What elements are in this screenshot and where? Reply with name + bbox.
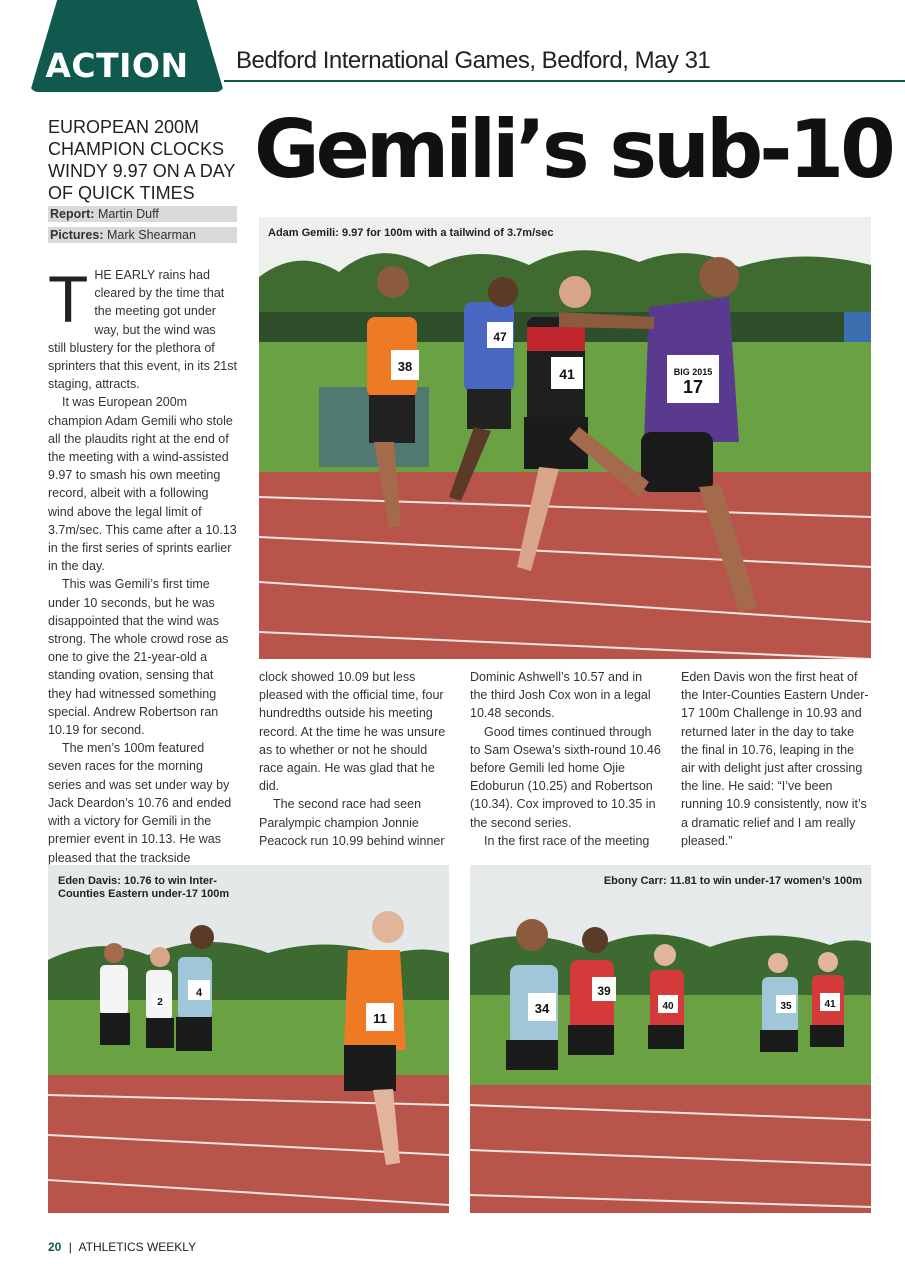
report-label: Report:: [50, 207, 95, 221]
paragraph-7: Dominic Ashwell’s 10.57 and in the third Josh Cox won in a legal 10.48 seconds.: [470, 670, 651, 721]
paragraph-3: This was Gemili’s first time under 10 seconds, but he was disappointed that the wind was strong. The whole crowd rose as one to give the 21-year-old a standing ovation, sensing that they had witnessed something special. Andrew Robertson ran 10.19 for second.: [48, 577, 229, 738]
left-photo: [48, 865, 449, 1213]
right-bib-41: 41: [824, 999, 836, 1010]
dropcap: T: [48, 262, 89, 336]
page-number: 20: [48, 1240, 62, 1254]
pictures-label: Pictures:: [50, 228, 104, 242]
right-photo-image: [470, 865, 871, 1213]
article-column-4: [681, 668, 871, 850]
section-label: ACTION: [45, 46, 189, 85]
main-photo: [259, 217, 871, 659]
right-bib-40: 40: [662, 1001, 674, 1012]
headline: Gemili’s sub-10: [254, 103, 892, 196]
bib-38: 38: [397, 359, 413, 374]
right-photo-caption: Ebony Carr: 11.81 to win under-17 women’s 100m: [603, 875, 862, 887]
paragraph-6: The second race had seen Paralympic champion Jonnie Peacock run 10.99 behind winner: [259, 797, 445, 848]
right-bib-34: 34: [534, 1001, 550, 1016]
left-bib-2: 2: [157, 997, 163, 1008]
paragraph-2: It was European 200m champion Adam Gemili who stole all the plaudits right at the end of the meeting with a wind-assisted 9.97 to smash his own meeting record, albeit with a following wind above the legal limit of 3.7m/sec. This came after a 10.13 in the first series of sprints earlier in the day.: [48, 395, 237, 574]
report-name: Martin Duff: [97, 207, 159, 221]
article-column-2: [259, 668, 451, 850]
left-photo-caption: Eden Davis: 10.76 to win Inter-Counties Eastern under-17 100m: [58, 875, 230, 900]
pictures-name: Mark Shearman: [106, 228, 196, 242]
bib-47: 47: [493, 330, 507, 344]
right-bib-35: 35: [780, 1001, 792, 1012]
folio-separator: |: [68, 1240, 72, 1254]
article-column-1: [48, 262, 237, 867]
paragraph-4: The men’s 100m featured seven races for the morning series and was set under way by Jack Deardon’s 10.76 and ended with a victory for Gemili in the premier event in 10.13. He was pleased that the trackside: [48, 741, 232, 865]
paragraph-5: clock showed 10.09 but less pleased with the official time, four hundredths outside his meeting record. At the time he was unsure as to whether or not he should race again. He was glad that he did.: [259, 670, 446, 794]
paragraph-9: In the first race of the meeting: [484, 833, 650, 848]
right-bib-39: 39: [597, 984, 611, 998]
page-folio: [48, 1240, 196, 1254]
pictures-credit: [48, 227, 237, 243]
report-credit: [48, 206, 237, 222]
bib-17-header: BIG 2015: [673, 367, 713, 377]
left-photo-image: [48, 865, 449, 1213]
right-photo: [470, 865, 871, 1213]
left-bib-11: 11: [373, 1011, 387, 1026]
paragraph-1: HE EARLY rains had cleared by the time that the meeting got under way, but the wind was still blustery for the plethora of sprinters that this event, in its 21st staging, attracts.: [48, 268, 237, 392]
paragraph-10: Eden Davis won the first heat of the Inter-Counties Eastern Under-17 100m Challenge in 10.93 and returned later in the day to take the final in 10.76, leaping in the air with delight just after crossing the line. He said: “I’ve been running 10.9 consistently, now it’s a dramatic relief and I am really pleased.”: [681, 670, 869, 848]
kicker: EUROPEAN 200M CHAMPION CLOCKS WINDY 9.97 ON A DAY OF QUICK TIMES: [48, 117, 236, 203]
magazine-name: ATHLETICS WEEKLY: [78, 1240, 197, 1254]
paragraph-8: Good times continued through to Sam Osewa’s sixth-round 10.46 before Gemili led home Ojie Edoburun (10.25) and Robertson (10.34). Cox improved to 10.35 in the second series.: [470, 724, 661, 830]
main-photo-caption: Adam Gemili: 9.97 for 100m with a tailwind of 3.7m/sec: [268, 227, 554, 239]
event-title: Bedford International Games, Bedford, May 31: [236, 47, 711, 74]
main-photo-image: [259, 217, 871, 659]
bib-41: 41: [559, 366, 575, 382]
article-column-3: [470, 668, 662, 850]
left-bib-4: 4: [195, 987, 203, 999]
bib-17: 17: [682, 377, 704, 397]
header-rule: [224, 80, 905, 82]
